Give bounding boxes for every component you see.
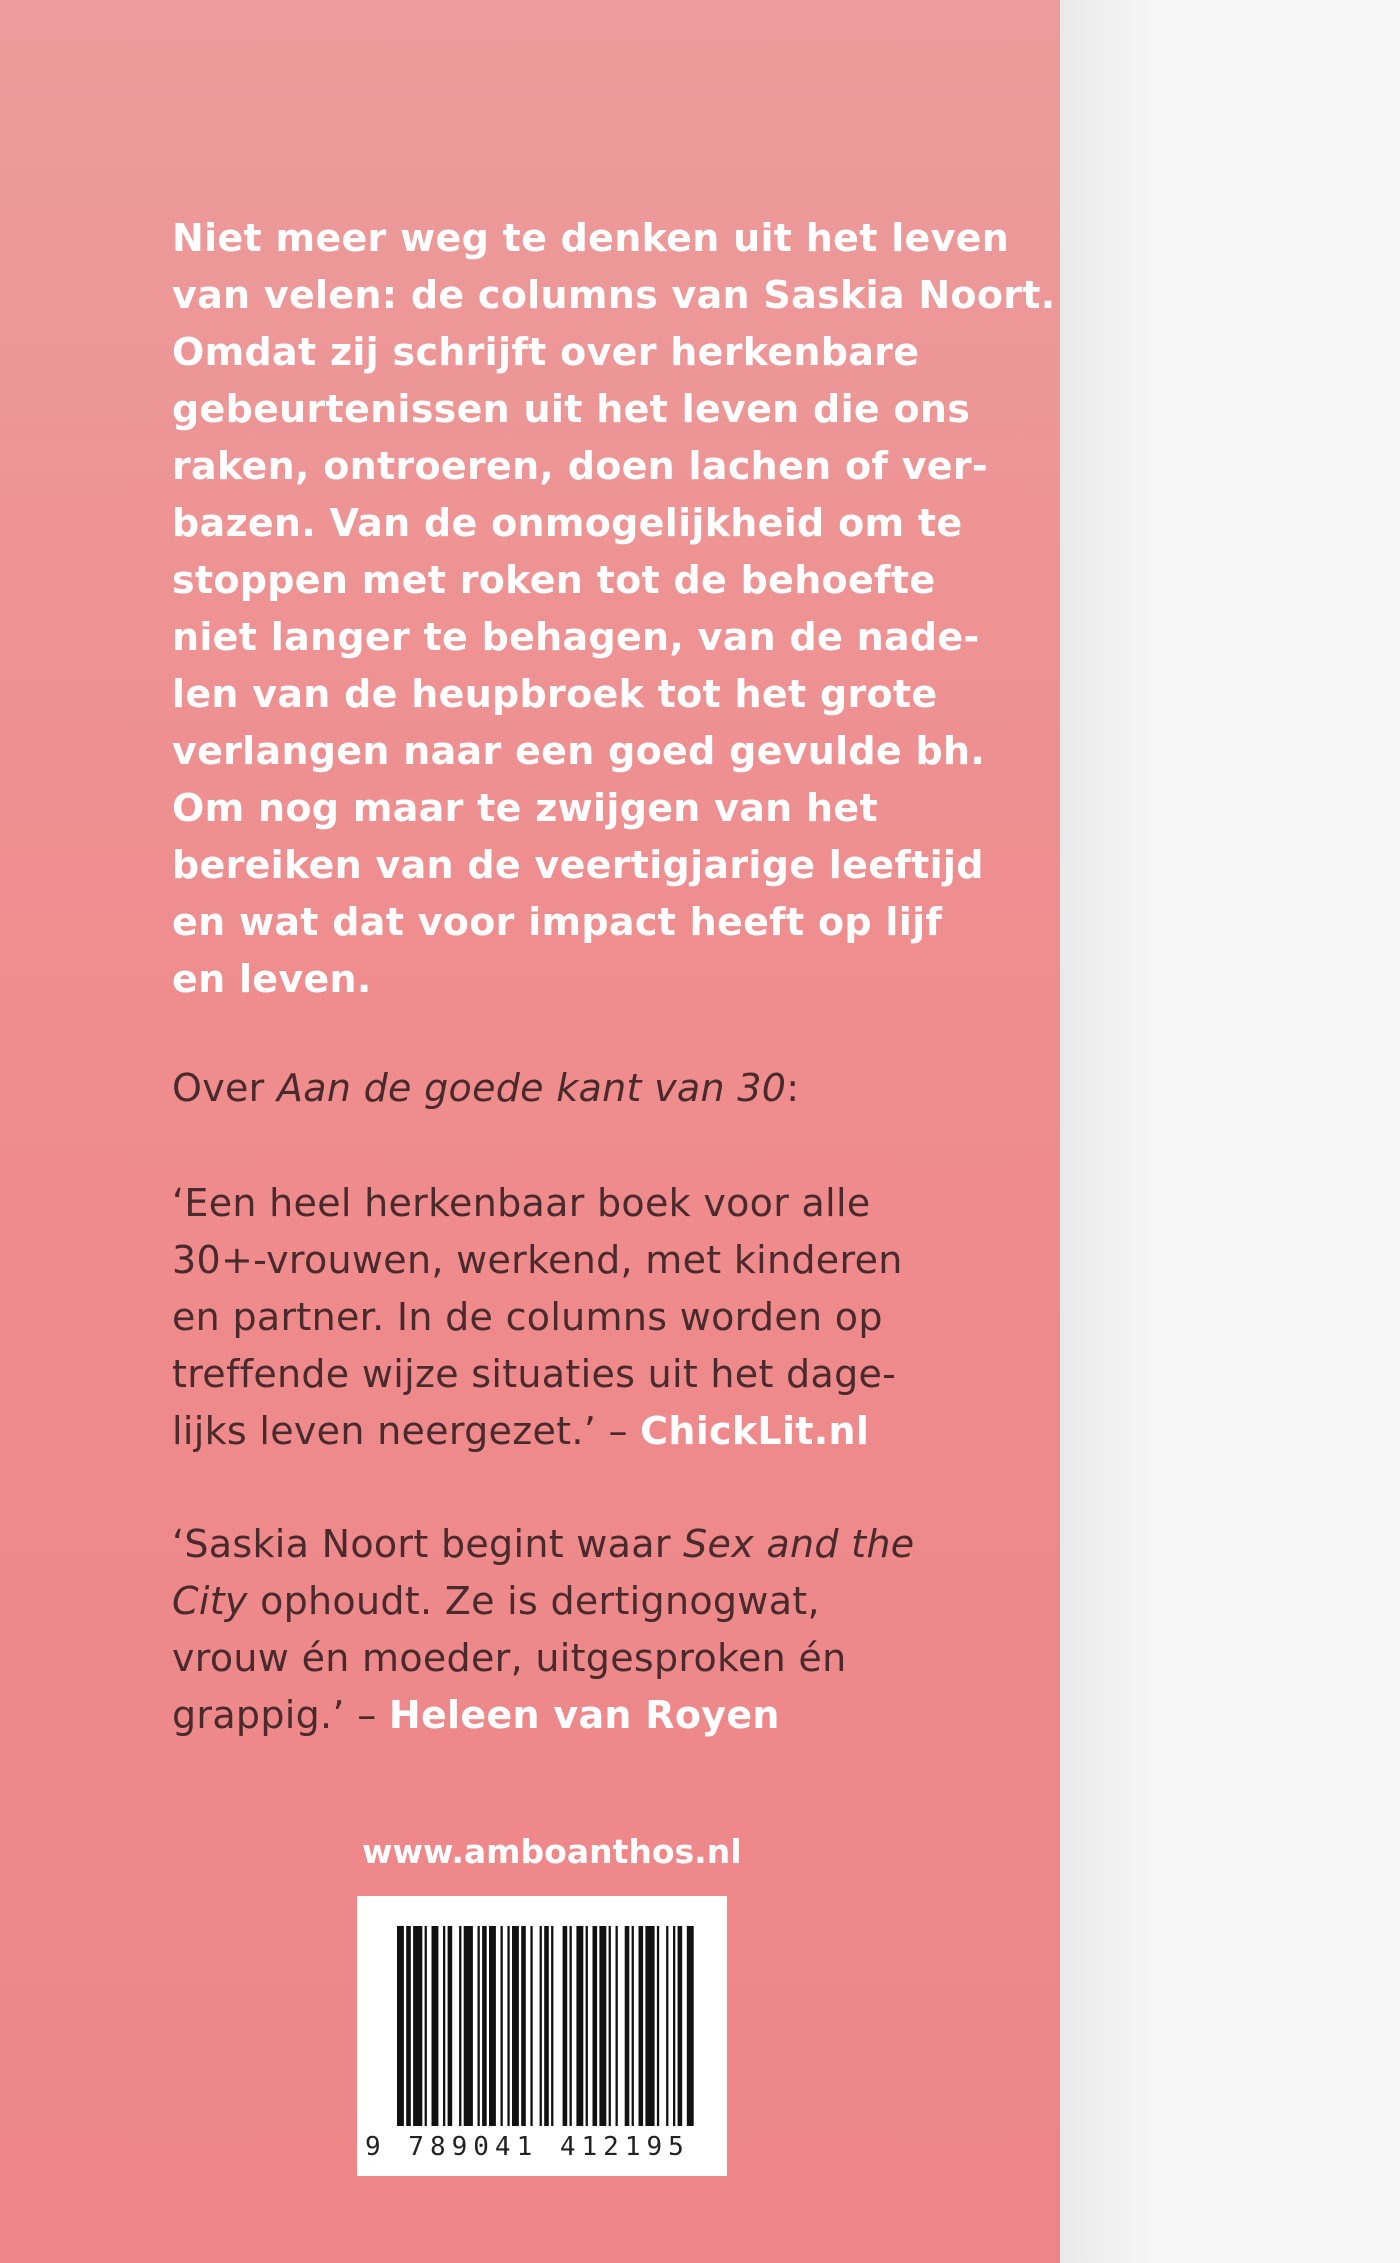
barcode-bar [521, 1926, 526, 2126]
barcode-bar [432, 1926, 439, 2126]
quote-source: Heleen van Royen [388, 1693, 780, 1737]
barcode-bar [551, 1926, 553, 2126]
blurb-line: niet langer te behagen, van de nade- [172, 615, 980, 659]
blurb-line: Niet meer weg te denken uit het leven [172, 216, 1010, 260]
review-quote-2: ‘Saskia Noort begint waar Sex and the City ophoudt. Ze is dertignogwat, vrouw én moeder, uitgesproken én grappig.’ – Heleen van Royen [172, 1522, 915, 1737]
blurb-line: gebeurtenissen uit het leven die ons [172, 387, 971, 431]
barcode-bar [540, 1926, 542, 2126]
page-background [1060, 0, 1400, 2263]
blurb-text [172, 210, 1056, 1008]
barcode-bar [507, 1926, 509, 2126]
publisher-website: www.amboanthos.nl [362, 1832, 742, 1871]
barcode-bar [406, 1926, 411, 2126]
blurb-line: Omdat zij schrijft over herkenbare [172, 330, 920, 374]
barcode-bar [501, 1926, 503, 2126]
barcode-bar [425, 1926, 427, 2126]
review-quote-1: ‘Een heel herkenbaar boek voor alle 30+-vrouwen, werkend, met kinderen en partner. In de columns worden op treffende wijze situaties uit het dage- lijks leven neergezet.’ – ChickLit.nl [172, 1181, 903, 1453]
barcode-bar [443, 1926, 445, 2126]
barcode-bar [687, 1926, 694, 2126]
blurb-line: en leven. [172, 957, 372, 1001]
barcode-bar [599, 1926, 606, 2126]
barcode-bar [625, 1926, 630, 2126]
barcode-bar [570, 1926, 572, 2126]
barcode-bar [673, 1926, 675, 2126]
blurb-line: len van de heupbroek tot het grote [172, 672, 938, 716]
blurb-line: stoppen met roken tot de behoefte [172, 558, 936, 602]
barcode-bar [448, 1926, 453, 2126]
barcode [357, 1896, 727, 2176]
barcode-bar [645, 1926, 654, 2126]
blurb-line: bereiken van de veertigjarige leeftijd [172, 843, 984, 887]
blurb-line: verlangen naar een goed gevulde bh. [172, 729, 986, 773]
barcode-bar [530, 1926, 532, 2126]
barcode-bar [616, 1926, 618, 2126]
previous-book-title: Aan de goede kant van 30 [276, 1066, 787, 1110]
barcode-bar [397, 1926, 404, 2126]
barcode-bar [576, 1926, 583, 2126]
barcode-bar [593, 1926, 598, 2126]
blurb-line: raken, ontroeren, doen lachen of ver- [172, 444, 988, 488]
previous-book-heading: Over Aan de goede kant van 30: [172, 1066, 800, 1110]
blurb-line: en wat dat voor impact heeft op lijf [172, 900, 943, 944]
barcode-bar [586, 1926, 588, 2126]
quote-source: ChickLit.nl [640, 1409, 870, 1453]
barcode-bar [632, 1926, 634, 2126]
barcode-bar [639, 1926, 644, 2126]
barcode-bar [489, 1926, 496, 2126]
blurb-line: bazen. Van de onmogelijkheid om te [172, 501, 963, 545]
barcode-bar [482, 1926, 487, 2126]
barcode-bar [678, 1926, 683, 2126]
blurb-line: van velen: de columns van Saskia Noort. [172, 273, 1056, 317]
barcode-bar [478, 1926, 480, 2126]
barcode-bar [512, 1926, 519, 2126]
isbn-digits: 9 789041 412195 [365, 2132, 690, 2162]
barcode-bar [464, 1926, 473, 2126]
barcode-bar [459, 1926, 461, 2126]
barcode-bar [657, 1926, 659, 2126]
barcode-bar [544, 1926, 549, 2126]
barcode-bar [413, 1926, 422, 2126]
barcode-bar [609, 1926, 611, 2126]
blurb-line: Om nog maar te zwijgen van het [172, 786, 878, 830]
barcode-bar [563, 1926, 568, 2126]
barcode-bar [666, 1926, 668, 2126]
